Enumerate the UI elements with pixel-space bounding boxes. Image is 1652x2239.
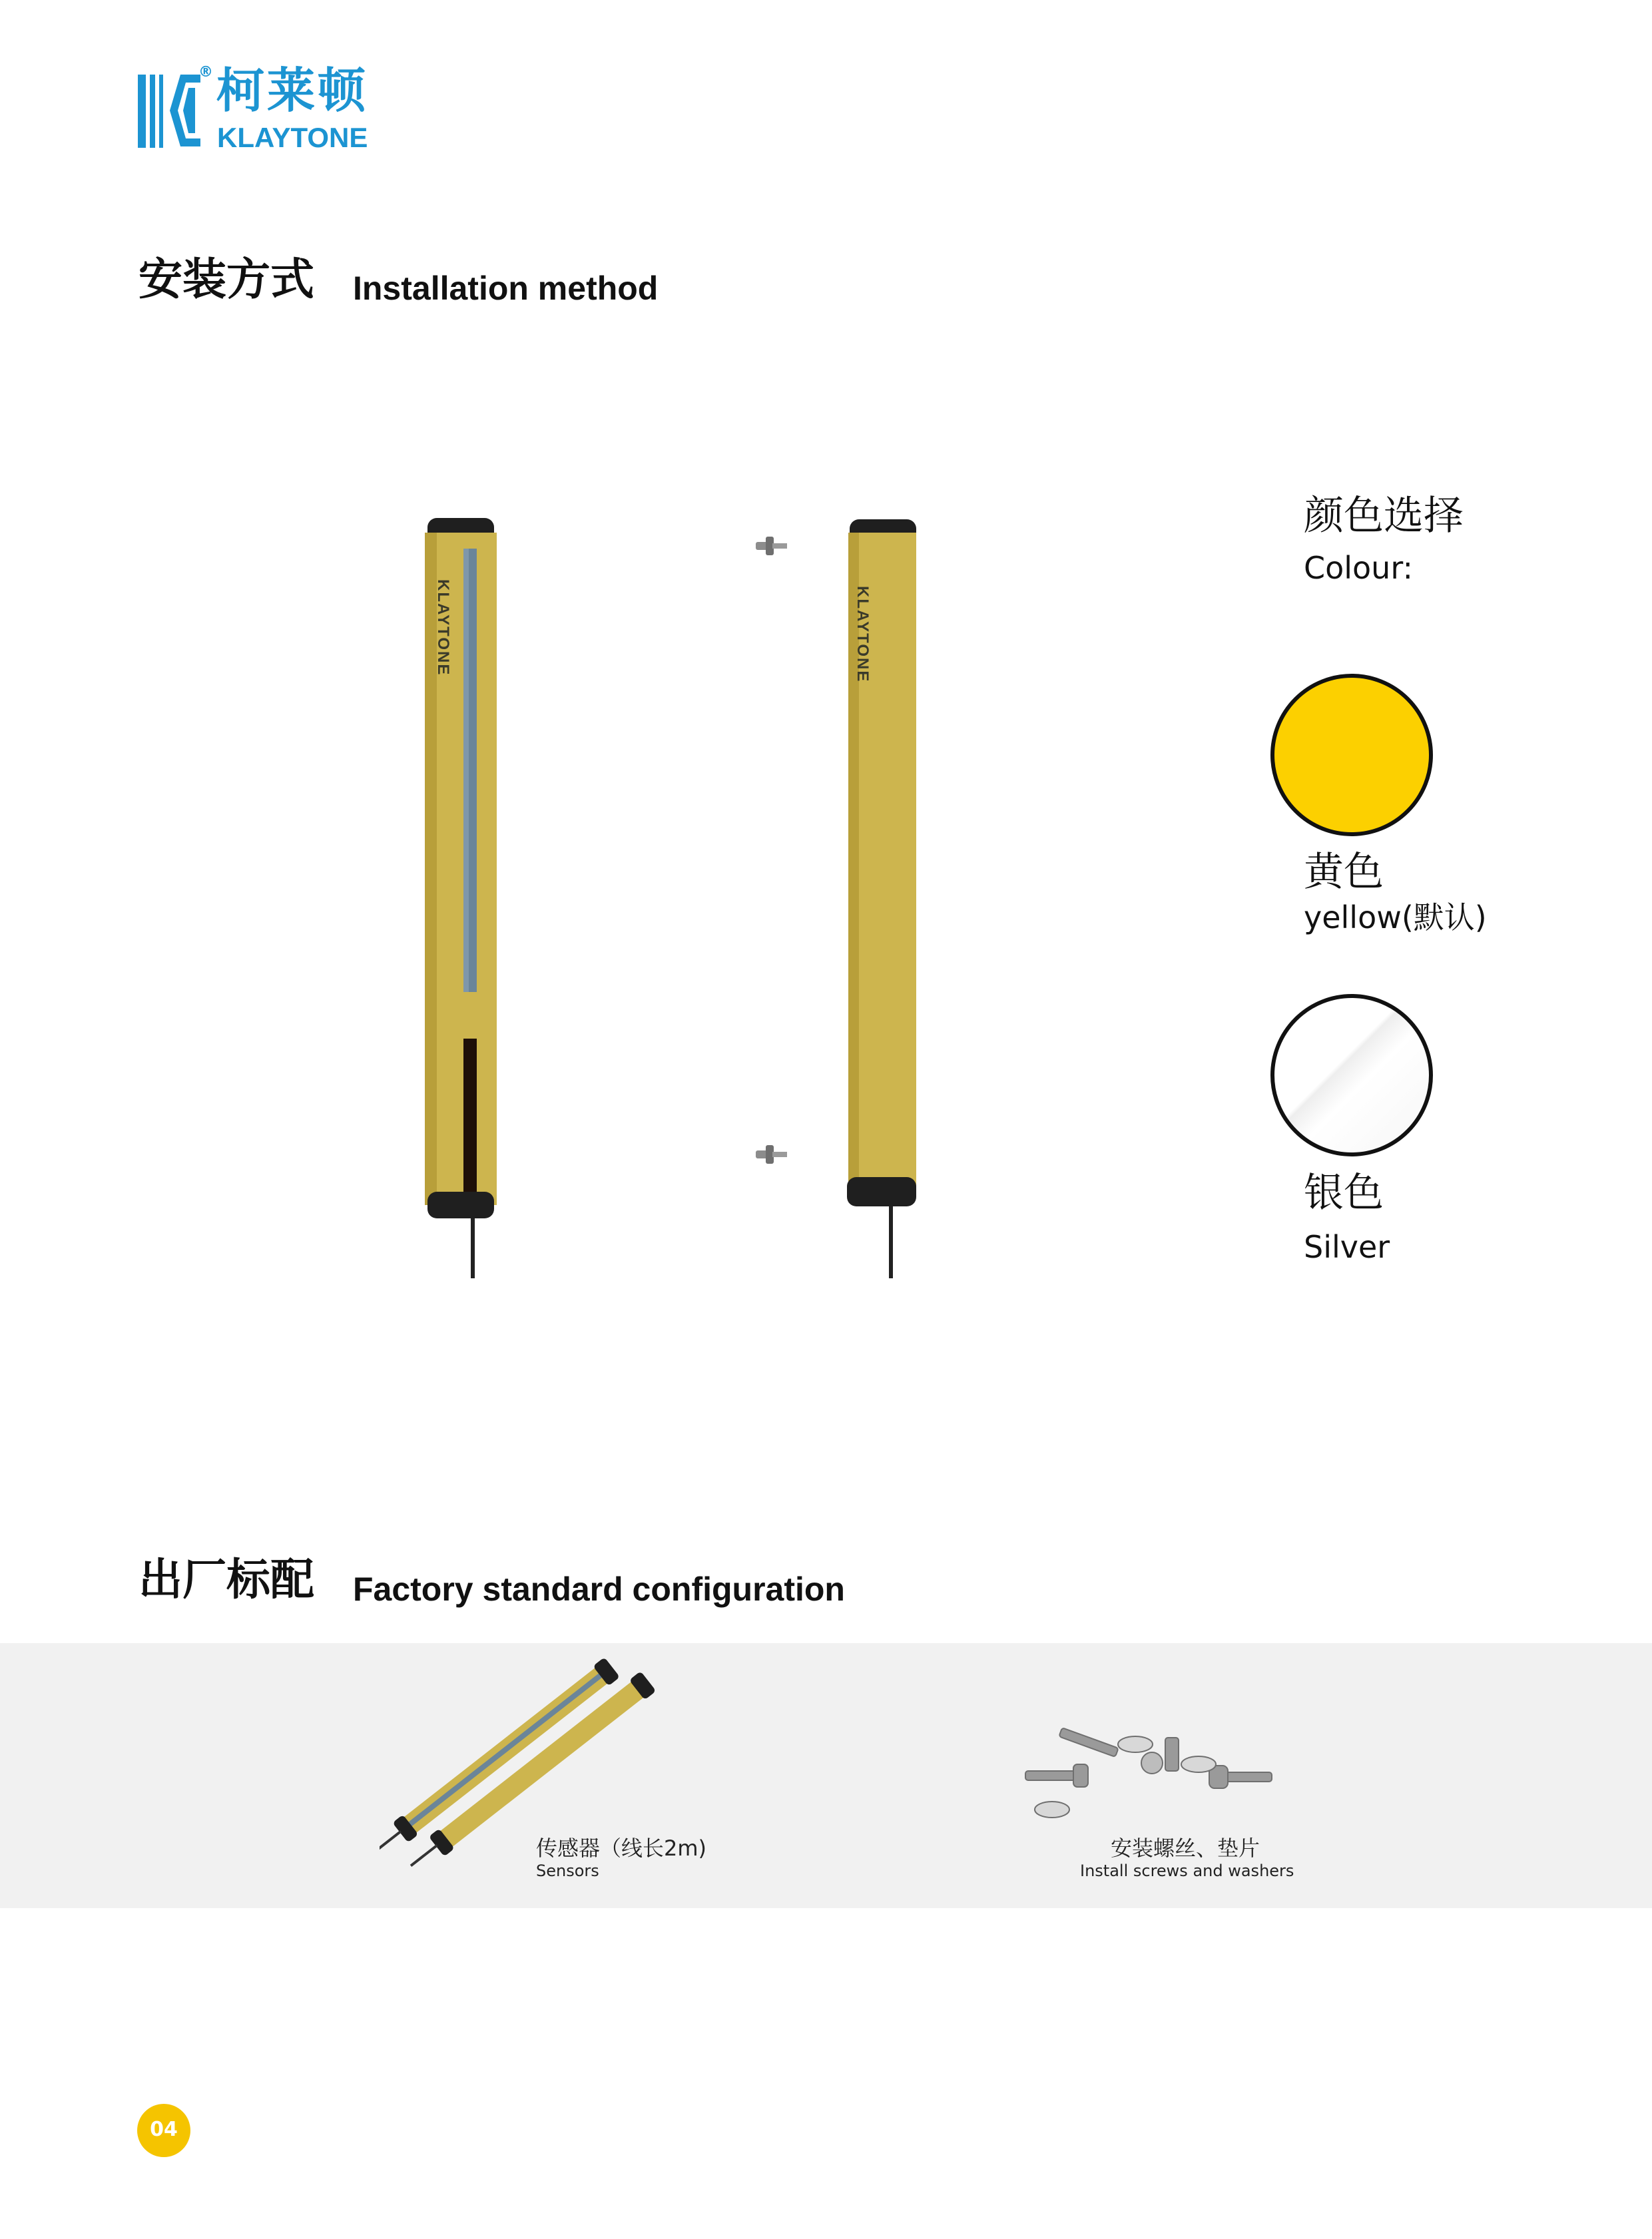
yellow-swatch — [1270, 674, 1433, 836]
sensors-pair-illustration — [380, 1658, 659, 1897]
screw-icon-top — [756, 537, 787, 555]
silver-label-cn: 银色 — [1304, 1170, 1384, 1216]
screws-washers-illustration — [1012, 1724, 1292, 1831]
left-sensor-bar — [425, 518, 497, 1278]
left-sensor-label: KLAYTONE — [434, 579, 452, 676]
installation-title-cn: 安装方式 — [138, 254, 314, 305]
silver-label-en: Silver — [1304, 1229, 1390, 1265]
screws-caption-cn: 安装螺丝、垫片 — [1111, 1836, 1260, 1861]
factory-title-cn: 出厂标配 — [138, 1554, 314, 1605]
screws-caption-en: Install screws and washers — [1080, 1862, 1294, 1880]
factory-config-band — [0, 1643, 1652, 1908]
installation-illustration — [373, 493, 972, 1278]
screw-icon-bottom — [756, 1145, 787, 1164]
sensors-caption-cn: 传感器（线长2m) — [536, 1836, 707, 1861]
right-sensor-bar — [847, 519, 916, 1278]
silver-swatch — [1270, 994, 1433, 1156]
right-sensor-label: KLAYTONE — [854, 586, 872, 683]
page-number: 04 — [150, 2118, 178, 2141]
brand-name-cn: 柯莱顿 — [216, 63, 369, 119]
sensors-caption-en: Sensors — [536, 1862, 599, 1880]
brand-name-en: KLAYTONE — [217, 122, 368, 153]
registered-mark: ® — [198, 64, 213, 81]
factory-title-en: Factory standard configuration — [353, 1571, 845, 1608]
colour-title-en: Colour: — [1304, 550, 1413, 586]
klaytone-logo-icon — [137, 68, 211, 153]
yellow-label-en: yellow(默认) — [1304, 899, 1487, 935]
colour-title-cn: 颜色选择 — [1304, 493, 1464, 539]
installation-title-en: Installation method — [353, 270, 659, 307]
yellow-label-cn: 黄色 — [1304, 849, 1384, 895]
